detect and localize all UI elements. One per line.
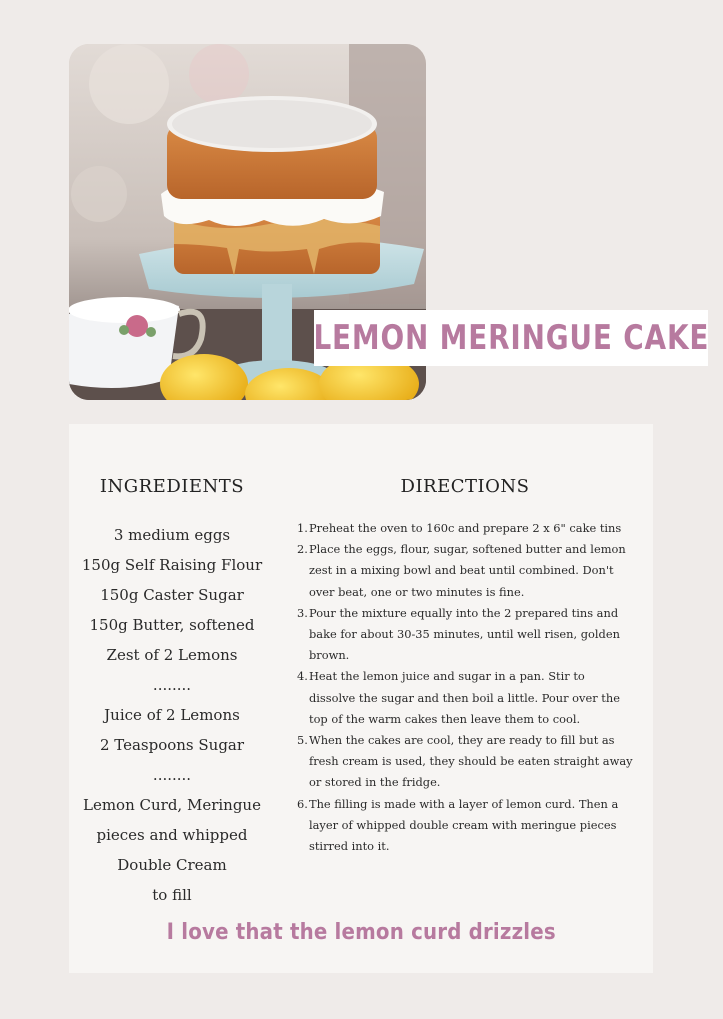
step-text: Heat the lemon juice and sugar in a pan. Stir to dissolve the sugar and then boil a little. Pour over the top of the warm cakes then leave them to cool. bbox=[309, 669, 620, 726]
recipe-card bbox=[69, 424, 653, 973]
step-number: 6. bbox=[297, 796, 308, 811]
step-number: 1. bbox=[297, 521, 308, 535]
ingredient-item: Juice of 2 Lemons bbox=[104, 706, 240, 724]
ingredient-item: 2 Teaspoons Sugar bbox=[99, 736, 245, 754]
ingredient-separator: ........ bbox=[152, 766, 192, 784]
step-number: 4. bbox=[297, 669, 308, 684]
directions-list bbox=[297, 518, 633, 857]
direction-step bbox=[297, 603, 633, 667]
ingredient-item: Zest of 2 Lemons bbox=[106, 646, 238, 664]
ingredients-heading: INGREDIENTS bbox=[99, 476, 245, 497]
direction-step bbox=[297, 794, 633, 858]
step-number: 2. bbox=[297, 542, 308, 557]
direction-step bbox=[297, 539, 633, 603]
ingredients-list bbox=[69, 520, 275, 910]
directions-heading: DIRECTIONS bbox=[400, 476, 530, 497]
footer-note bbox=[69, 920, 653, 945]
ingredient-separator: ........ bbox=[152, 676, 192, 694]
ingredient-item: Double Cream bbox=[117, 856, 227, 874]
ingredients-column bbox=[69, 474, 275, 910]
directions-column bbox=[297, 474, 633, 857]
ingredient-item: 3 medium eggs bbox=[113, 526, 231, 544]
step-text: Pour the mixture equally into the 2 prepared tins and bake for about 30-35 minutes, until well risen, golden brown. bbox=[309, 605, 620, 663]
ingredient-item: pieces and whipped bbox=[96, 826, 248, 844]
direction-step bbox=[297, 518, 633, 539]
recipe-title: LEMON MERINGUE CAKE bbox=[313, 318, 709, 358]
ingredient-item: 150g Butter, softened bbox=[89, 616, 255, 634]
direction-step bbox=[297, 730, 633, 794]
ingredient-item: to fill bbox=[152, 886, 192, 904]
ingredient-item: 150g Self Raising Flour bbox=[81, 556, 263, 574]
step-number: 5. bbox=[297, 733, 308, 748]
step-number: 3. bbox=[297, 605, 308, 620]
ingredient-item: 150g Caster Sugar bbox=[100, 586, 244, 604]
step-text: The filling is made with a layer of lemon curd. Then a layer of whipped double cream with meringue pieces stirred into it. bbox=[309, 796, 619, 854]
footer-note-text: I love that the lemon curd drizzles bbox=[166, 920, 556, 945]
ingredient-item: Lemon Curd, Meringue bbox=[83, 796, 261, 814]
step-text: When the cakes are cool, they are ready to fill but as fresh cream is used, they should be eaten straight away or stored in the fridge. bbox=[309, 733, 633, 790]
title-banner bbox=[314, 310, 708, 366]
step-text: Place the eggs, flour, sugar, softened butter and lemon zest in a mixing bowl and beat until combined. Don't over beat, one or two minutes is fine. bbox=[309, 542, 626, 599]
direction-step bbox=[297, 666, 633, 730]
step-text: Preheat the oven to 160c and prepare 2 x 6" cake tins bbox=[309, 521, 622, 535]
